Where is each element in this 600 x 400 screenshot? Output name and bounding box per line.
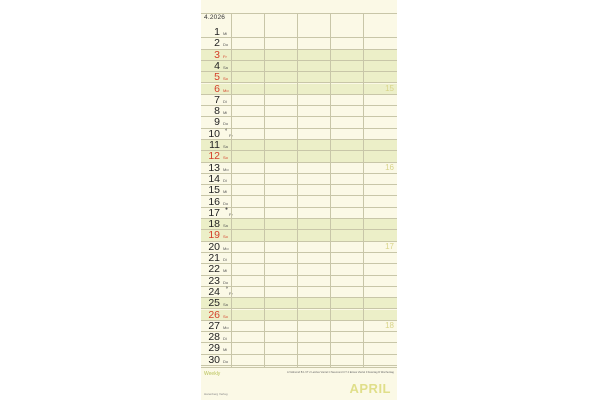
day-number: 20 (208, 240, 220, 253)
column-divider (363, 13, 364, 368)
weekday-abbrev: So (223, 313, 228, 319)
day-number: 24 (208, 285, 220, 298)
column-divider (330, 13, 331, 368)
weekday-abbrev: Di (223, 257, 227, 262)
weekday-abbrev: Mo (223, 87, 229, 93)
weekday-abbrev: Di (223, 98, 227, 104)
day-number: 7 (214, 93, 220, 106)
weekday-abbrev: So (223, 76, 228, 82)
day-number: 13 (208, 161, 220, 174)
weekday-abbrev: Fr (223, 53, 227, 59)
day-number: 19 (208, 229, 220, 242)
day-number: 5 (214, 71, 220, 84)
weekday-abbrev: Mi (223, 31, 228, 36)
day-number: 15 (208, 184, 220, 197)
brand-logo: Weekly (204, 371, 221, 377)
day-number: 16 (208, 195, 220, 208)
weekday-abbrev: Sa (223, 223, 228, 229)
moon-phase-icon: ● (225, 205, 229, 212)
weekday-abbrev: Fr (229, 132, 233, 138)
day-number: 26 (208, 308, 220, 321)
day-number: 6 (214, 82, 220, 95)
day-number: 23 (208, 274, 220, 287)
weekday-abbrev: So (223, 155, 228, 161)
weekday-abbrev: Mo (223, 245, 229, 251)
column-divider (297, 13, 298, 368)
weekday-abbrev: Mi (223, 189, 228, 195)
day-number: 25 (208, 297, 220, 310)
day-number: 18 (208, 218, 220, 231)
day-number: 10 (208, 127, 220, 140)
day-number: 1 (214, 26, 220, 38)
weekday-abbrev: Fr (229, 290, 233, 296)
day-number: 21 (208, 252, 220, 264)
day-number: 30 (208, 353, 220, 366)
weekday-abbrev: Mi (223, 268, 228, 274)
day-number: 12 (208, 150, 220, 163)
publisher-label: Harenberg Verlag (204, 392, 228, 396)
day-number: 11 (209, 139, 220, 151)
column-divider (264, 13, 265, 368)
weekday-abbrev: Do (223, 279, 229, 285)
weekday-abbrev: Sa (223, 64, 228, 70)
weekday-abbrev: Do (223, 200, 229, 206)
weekday-abbrev: Do (223, 358, 229, 364)
day-number: 2 (214, 37, 220, 50)
month-name: APRIL (349, 381, 391, 396)
weekday-abbrev: So (223, 234, 228, 240)
weekday-abbrev: Sa (223, 302, 228, 308)
weekday-abbrev: Mi (223, 347, 228, 353)
moon-legend: A Vollmond B 1.VT 2 Letztes Viertel C Neumond 3.T 4 Erstes Viertel 0 Feiertag D Wochentag (287, 371, 394, 374)
weekday-abbrev: Di (223, 177, 227, 183)
weekday-abbrev: Mo (223, 166, 229, 172)
column-divider (231, 13, 232, 368)
day-number: 14 (208, 172, 220, 185)
weekday-abbrev: Mi (223, 110, 228, 116)
day-number: 28 (208, 331, 220, 344)
day-number: 9 (214, 116, 220, 129)
week-number: 16 (385, 162, 394, 172)
weekday-abbrev: Sa (223, 144, 228, 149)
weekday-abbrev: Fr (229, 211, 233, 217)
week-number: 17 (385, 241, 394, 251)
moon-phase-icon: ◐ (225, 126, 229, 133)
weekday-abbrev: Do (223, 121, 229, 127)
day-number: 27 (208, 319, 220, 332)
day-number: 17 (208, 206, 220, 219)
day-number: 29 (208, 342, 220, 355)
day-number: 22 (208, 263, 220, 276)
day-number: 4 (214, 59, 220, 72)
weekday-abbrev: Di (223, 336, 227, 342)
wall-calendar-page (201, 0, 397, 400)
week-number: 18 (385, 320, 394, 330)
day-number: 8 (214, 105, 220, 118)
weekday-abbrev: Do (223, 42, 229, 48)
moon-phase-icon: ◑ (225, 284, 229, 291)
weekday-abbrev: Mo (223, 324, 229, 330)
month-year-label: 4.2026 (204, 14, 226, 21)
week-number: 15 (385, 83, 394, 93)
day-number: 3 (214, 48, 220, 61)
